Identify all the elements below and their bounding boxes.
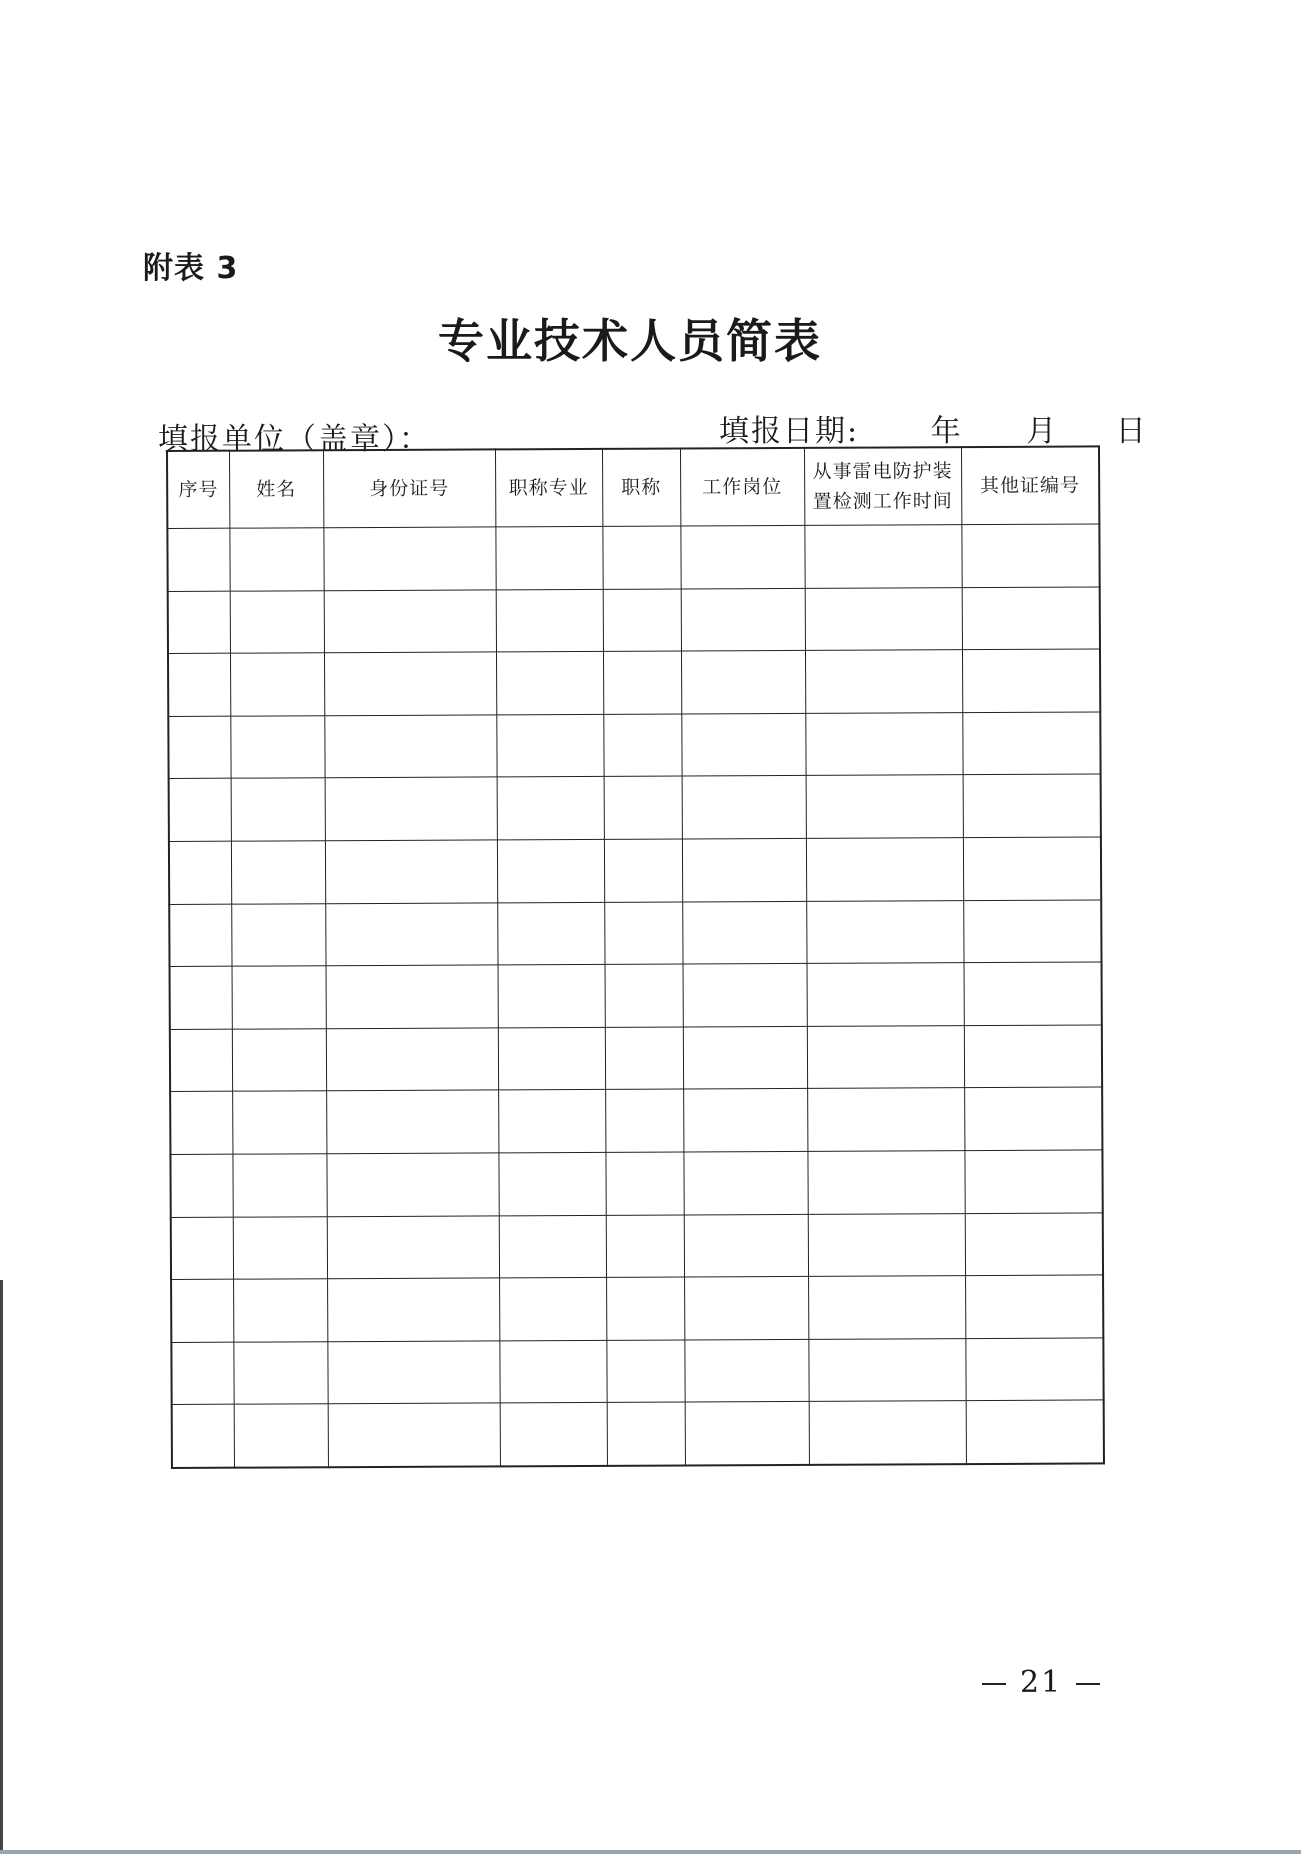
table-row xyxy=(168,587,1100,654)
table-cell-title[interactable] xyxy=(606,1277,684,1340)
table-cell-title-major[interactable] xyxy=(496,589,603,652)
scan-edge-shadow xyxy=(0,1280,3,1850)
table-row xyxy=(169,899,1101,966)
table-cell-post[interactable] xyxy=(681,651,805,714)
table-cell-post[interactable] xyxy=(682,901,806,964)
table-cell-name[interactable] xyxy=(229,528,323,591)
table-cell-other-cert[interactable] xyxy=(962,712,1100,775)
table-cell-other-cert[interactable] xyxy=(964,962,1102,1025)
table-cell-name[interactable] xyxy=(234,1404,328,1468)
table-cell-other-cert[interactable] xyxy=(963,837,1101,900)
table-cell-post[interactable] xyxy=(685,1402,809,1466)
table-cell-id-number[interactable] xyxy=(326,965,498,1028)
table-cell-name[interactable] xyxy=(230,716,324,779)
table-cell-title[interactable] xyxy=(606,1215,684,1278)
table-cell-id-number[interactable] xyxy=(325,777,497,840)
page-number xyxy=(982,1665,1100,1700)
table-cell-title[interactable] xyxy=(604,776,682,839)
table-cell-title[interactable] xyxy=(603,589,681,652)
table-cell-post[interactable] xyxy=(684,1276,808,1339)
table-cell-seq[interactable] xyxy=(168,653,230,716)
fill-unit-label: 填报单位（盖章）： xyxy=(158,422,431,457)
column-header-title-major: 职称专业 xyxy=(495,449,602,527)
table-cell-work-time[interactable] xyxy=(808,1276,965,1339)
table-cell-work-time[interactable] xyxy=(807,963,964,1026)
table-cell-title-major[interactable] xyxy=(496,652,603,715)
column-header-name: 姓名 xyxy=(229,450,323,528)
table-cell-work-time[interactable] xyxy=(805,587,962,650)
table-cell-post[interactable] xyxy=(684,1339,808,1402)
table-cell-seq[interactable] xyxy=(169,841,231,904)
table-row xyxy=(169,837,1101,904)
table-cell-name[interactable] xyxy=(233,1216,327,1279)
table-cell-seq[interactable] xyxy=(170,966,232,1029)
table-cell-name[interactable] xyxy=(232,966,326,1029)
fill-date-year: 年 xyxy=(930,414,963,449)
fill-date-month: 月 xyxy=(1026,414,1059,449)
fill-date-day: 日 xyxy=(1115,414,1148,449)
table-cell-title-major[interactable] xyxy=(497,902,604,965)
table-cell-title[interactable] xyxy=(605,1152,683,1215)
table-cell-id-number[interactable] xyxy=(324,652,496,715)
table-cell-seq[interactable] xyxy=(172,1404,234,1467)
fill-date-label: 填报日期: xyxy=(719,414,860,449)
table-cell-post[interactable] xyxy=(682,776,806,839)
table-row xyxy=(169,774,1101,841)
document-title: 专业技术人员简表 xyxy=(438,314,822,368)
table-cell-seq[interactable] xyxy=(167,528,229,591)
table-cell-work-time[interactable] xyxy=(805,712,962,775)
table-cell-other-cert[interactable] xyxy=(963,774,1101,837)
table-cell-other-cert[interactable] xyxy=(966,1400,1104,1464)
table-cell-post[interactable] xyxy=(681,713,805,776)
table-row xyxy=(171,1275,1103,1342)
table-row xyxy=(168,712,1100,779)
column-header-post: 工作岗位 xyxy=(680,448,804,526)
table-cell-id-number[interactable] xyxy=(327,1278,499,1341)
table-cell-id-number[interactable] xyxy=(324,589,496,652)
table-cell-id-number[interactable] xyxy=(323,527,495,590)
table-cell-other-cert[interactable] xyxy=(964,1087,1102,1150)
table-cell-other-cert[interactable] xyxy=(965,1338,1103,1401)
table-cell-name[interactable] xyxy=(230,653,324,716)
table-cell-title-major[interactable] xyxy=(497,839,604,902)
table-cell-name[interactable] xyxy=(232,1154,326,1217)
table-cell-name[interactable] xyxy=(233,1341,327,1404)
table-cell-title-major[interactable] xyxy=(498,1027,605,1090)
table-cell-title[interactable] xyxy=(604,839,682,902)
table-cell-post[interactable] xyxy=(681,588,805,651)
page-number-value: 21 xyxy=(1020,1665,1063,1700)
column-header-id-number: 身份证号 xyxy=(323,449,495,527)
scan-bottom-edge xyxy=(0,1850,1301,1854)
table-cell-title[interactable] xyxy=(602,526,680,589)
table-cell-name[interactable] xyxy=(231,903,325,966)
table-cell-title-major[interactable] xyxy=(496,714,603,777)
table-cell-id-number[interactable] xyxy=(325,902,497,965)
table-row xyxy=(172,1400,1104,1468)
column-header-work-time-line-2: 置检测工作时间 xyxy=(812,490,953,513)
table-cell-id-number[interactable] xyxy=(325,840,497,903)
column-header-title: 职称 xyxy=(602,448,680,526)
table-cell-name[interactable] xyxy=(231,778,325,841)
roster-table xyxy=(166,445,1105,1468)
column-header-work-time xyxy=(804,447,961,525)
table-cell-other-cert[interactable] xyxy=(962,649,1100,712)
table-cell-work-time[interactable] xyxy=(804,525,961,588)
table-cell-other-cert[interactable] xyxy=(964,1150,1102,1213)
table-cell-name[interactable] xyxy=(230,590,324,653)
table-cell-work-time[interactable] xyxy=(808,1213,965,1276)
table-cell-post[interactable] xyxy=(683,964,807,1027)
table-cell-title[interactable] xyxy=(607,1402,685,1465)
table-cell-title-major[interactable] xyxy=(497,777,604,840)
fill-date xyxy=(719,406,1148,450)
table-cell-work-time[interactable] xyxy=(809,1401,966,1465)
table-cell-post[interactable] xyxy=(680,525,804,588)
column-header-seq: 序号 xyxy=(167,451,229,529)
column-header-other-cert: 其他证编号 xyxy=(961,446,1099,524)
table-cell-title[interactable] xyxy=(603,651,681,714)
table-cell-work-time[interactable] xyxy=(808,1338,965,1401)
table-cell-title[interactable] xyxy=(604,902,682,965)
table-cell-id-number[interactable] xyxy=(326,1028,498,1091)
table-cell-work-time[interactable] xyxy=(806,900,963,963)
table-cell-other-cert[interactable] xyxy=(961,524,1099,587)
table-row xyxy=(170,1087,1102,1154)
table-cell-seq[interactable] xyxy=(168,716,230,779)
table-cell-seq[interactable] xyxy=(171,1279,233,1342)
table-cell-work-time[interactable] xyxy=(807,1151,964,1214)
table-cell-other-cert[interactable] xyxy=(963,899,1101,962)
table-cell-id-number[interactable] xyxy=(326,1153,498,1216)
table-cell-other-cert[interactable] xyxy=(964,1025,1102,1088)
table-cell-name[interactable] xyxy=(233,1279,327,1342)
table-row xyxy=(170,962,1102,1029)
table-cell-id-number[interactable] xyxy=(327,1341,499,1404)
table-cell-title-major[interactable] xyxy=(498,965,605,1028)
table-cell-id-number[interactable] xyxy=(327,1215,499,1278)
table-cell-seq[interactable] xyxy=(170,1154,232,1217)
table-cell-seq[interactable] xyxy=(169,779,231,842)
table-cell-title[interactable] xyxy=(605,1027,683,1090)
table-cell-other-cert[interactable] xyxy=(962,587,1100,650)
table-cell-work-time[interactable] xyxy=(806,838,963,901)
column-header-work-time-line-1: 从事雷电防护装 xyxy=(812,460,953,483)
table-cell-work-time[interactable] xyxy=(805,650,962,713)
table-cell-title-major[interactable] xyxy=(499,1277,606,1340)
table-cell-title-major[interactable] xyxy=(499,1215,606,1278)
table-cell-title-major[interactable] xyxy=(500,1403,607,1467)
annex-label: 附表 3 xyxy=(143,251,239,286)
table-cell-title[interactable] xyxy=(606,1340,684,1403)
table-cell-name[interactable] xyxy=(232,1091,326,1154)
table-cell-seq[interactable] xyxy=(171,1342,233,1405)
table-cell-work-time[interactable] xyxy=(807,1025,964,1088)
table-cell-post[interactable] xyxy=(682,838,806,901)
table-cell-post[interactable] xyxy=(684,1214,808,1277)
table-cell-seq[interactable] xyxy=(170,1092,232,1155)
table-cell-post[interactable] xyxy=(683,1151,807,1214)
table-cell-seq[interactable] xyxy=(168,591,230,654)
table-row xyxy=(171,1212,1103,1279)
table-cell-title-major[interactable] xyxy=(498,1152,605,1215)
table-cell-seq[interactable] xyxy=(169,904,231,967)
table-cell-other-cert[interactable] xyxy=(965,1275,1103,1338)
table-row xyxy=(170,1150,1102,1217)
table-cell-post[interactable] xyxy=(683,1089,807,1152)
table-cell-work-time[interactable] xyxy=(807,1088,964,1151)
table-cell-title-major[interactable] xyxy=(499,1340,606,1403)
page-number-dash-right xyxy=(1076,1683,1100,1685)
table-cell-seq[interactable] xyxy=(170,1029,232,1092)
table-cell-name[interactable] xyxy=(232,1028,326,1091)
table-cell-id-number[interactable] xyxy=(328,1403,500,1467)
table-row xyxy=(170,1025,1102,1092)
table-cell-work-time[interactable] xyxy=(806,775,963,838)
table-cell-other-cert[interactable] xyxy=(965,1212,1103,1275)
roster-table-wrapper xyxy=(166,445,1103,1468)
table-cell-name[interactable] xyxy=(231,841,325,904)
table-header-row xyxy=(167,446,1099,528)
page-number-dash-left xyxy=(982,1683,1006,1685)
table-cell-seq[interactable] xyxy=(171,1217,233,1280)
table-row xyxy=(167,524,1099,591)
table-cell-id-number[interactable] xyxy=(324,715,496,778)
table-row xyxy=(171,1338,1103,1405)
table-cell-title[interactable] xyxy=(603,714,681,777)
table-cell-post[interactable] xyxy=(683,1026,807,1089)
table-body xyxy=(167,524,1104,1468)
table-row xyxy=(168,649,1100,716)
table-cell-title-major[interactable] xyxy=(498,1090,605,1153)
table-cell-title[interactable] xyxy=(605,964,683,1027)
table-cell-title-major[interactable] xyxy=(495,526,602,589)
table-cell-title[interactable] xyxy=(605,1089,683,1152)
table-cell-id-number[interactable] xyxy=(326,1090,498,1153)
